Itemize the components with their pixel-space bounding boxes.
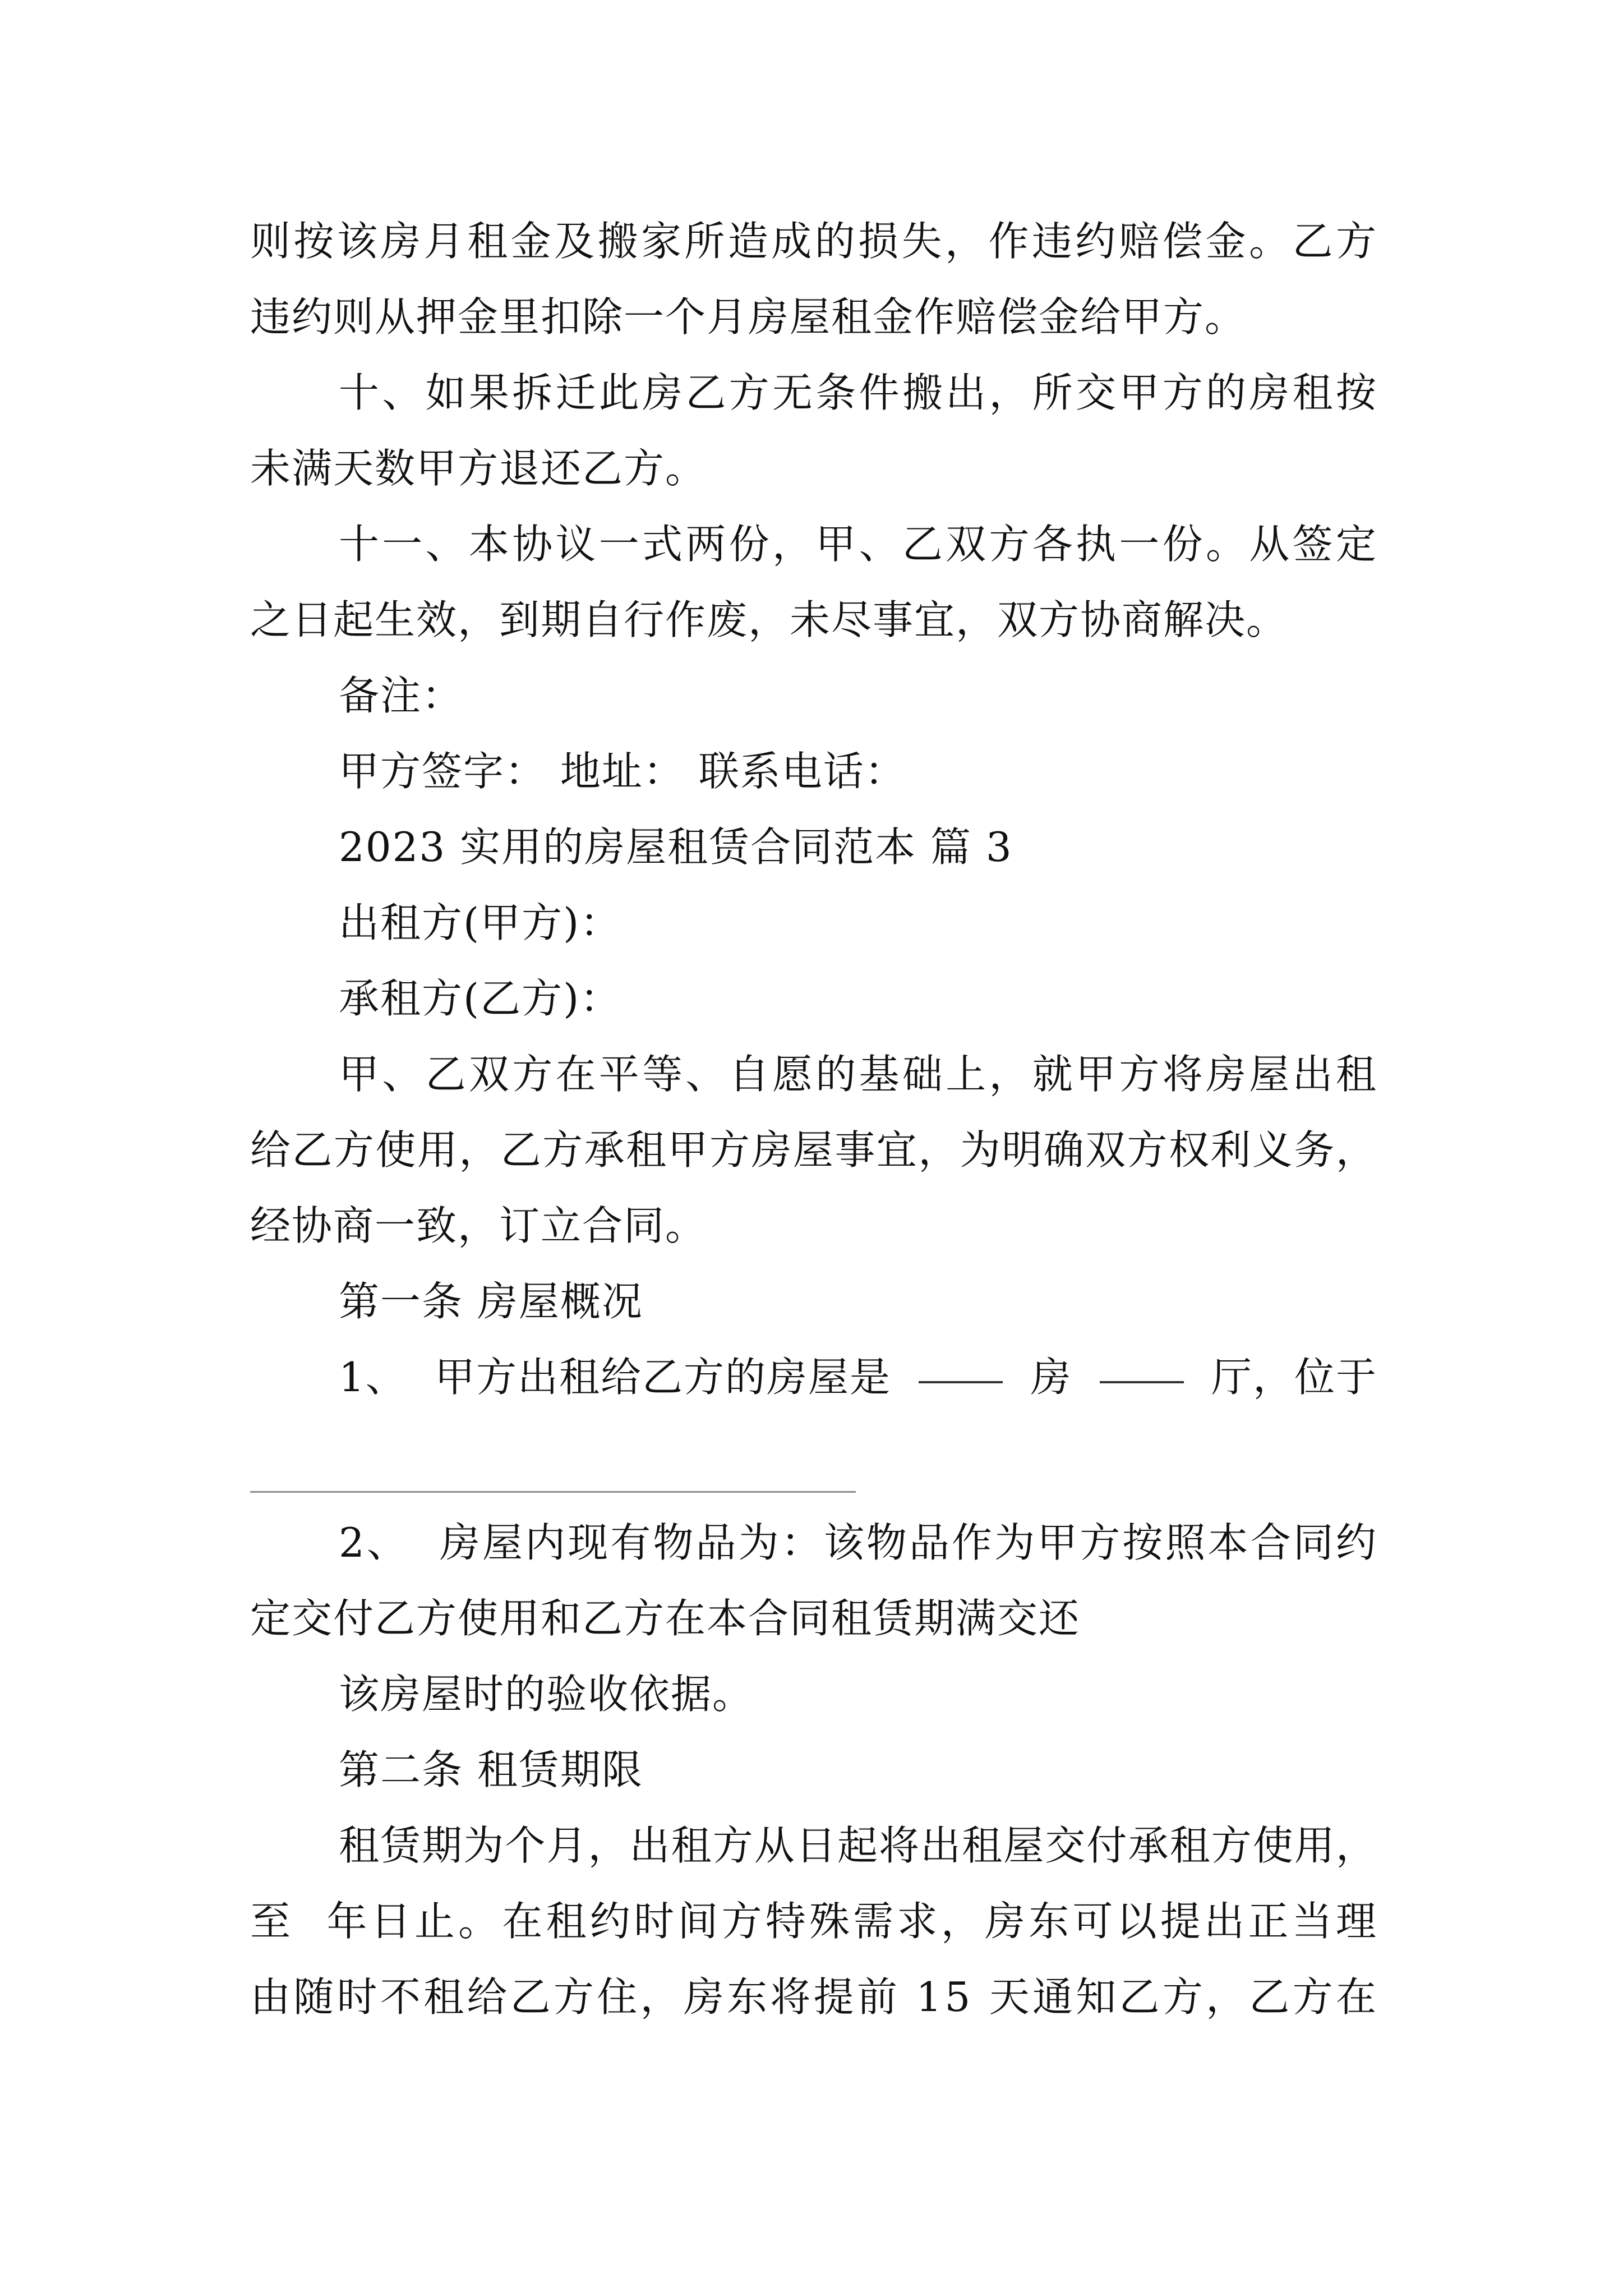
char: 为 bbox=[463, 1822, 505, 1869]
char: 出 bbox=[920, 1822, 962, 1869]
char: 个 bbox=[505, 1822, 547, 1869]
char: 租 bbox=[962, 1822, 1004, 1869]
char: 使 bbox=[375, 1126, 417, 1174]
char: 一 bbox=[382, 521, 424, 568]
char: 乙 bbox=[1119, 1973, 1161, 2021]
char: 租 bbox=[339, 1822, 381, 1869]
preamble-line-2 bbox=[250, 1119, 1377, 1181]
char: 从 bbox=[1249, 521, 1291, 568]
char: 通 bbox=[1032, 1973, 1074, 2021]
char: 无 bbox=[772, 369, 814, 416]
char: 份 bbox=[728, 521, 771, 568]
text-span: 之日起生效，到期自行作废，未尽事宜，双方协商解决。 bbox=[250, 596, 1288, 643]
char: 务 bbox=[1294, 1126, 1336, 1174]
char: 需 bbox=[853, 1898, 895, 1945]
char: 议 bbox=[555, 521, 597, 568]
char: 方 bbox=[1162, 369, 1204, 416]
char: 按 bbox=[1122, 1519, 1164, 1566]
char: 乙 bbox=[1249, 1973, 1291, 2021]
char: 房 bbox=[751, 1126, 793, 1174]
char: 迁 bbox=[555, 369, 597, 416]
char: 理 bbox=[1335, 1898, 1377, 1945]
char: 利 bbox=[1210, 1126, 1252, 1174]
char: 偿 bbox=[1162, 218, 1204, 265]
lessor-line bbox=[339, 892, 1377, 954]
char: 将 bbox=[770, 1973, 812, 2021]
char: 按 bbox=[293, 218, 335, 265]
char: 屋 bbox=[1249, 1051, 1291, 1098]
section-heading bbox=[339, 816, 1377, 878]
char: 年 bbox=[326, 1898, 368, 1945]
char: 。 bbox=[1249, 218, 1291, 265]
char: 、 bbox=[425, 521, 467, 568]
char: 平 bbox=[598, 1051, 640, 1098]
text-span: 承租方(乙方)： bbox=[339, 975, 622, 1022]
text-line-1 bbox=[250, 210, 1377, 272]
blank-field bbox=[919, 1346, 1003, 1383]
item-text: 房 bbox=[1030, 1354, 1072, 1401]
char: 乙 bbox=[1292, 218, 1334, 265]
char: 租 bbox=[1335, 1051, 1377, 1098]
char: 约 bbox=[1075, 218, 1117, 265]
char: 、 bbox=[859, 521, 901, 568]
clause-10-line-2 bbox=[250, 438, 1377, 499]
article-1-item-2-line-3 bbox=[339, 1663, 1377, 1725]
char: 交 bbox=[1076, 369, 1118, 416]
char: 础 bbox=[902, 1051, 944, 1098]
text-span: 定交付乙方使用和乙方在本合同租赁期满交还 bbox=[250, 1595, 1081, 1642]
char: 付 bbox=[1086, 1822, 1128, 1869]
char: 就 bbox=[1032, 1051, 1074, 1098]
char: ， bbox=[459, 1126, 501, 1174]
char: ， bbox=[945, 218, 987, 265]
text-span: 违约则从押金里扣除一个月房屋租金作赔偿金给甲方。 bbox=[250, 293, 1247, 341]
char: 起 bbox=[837, 1822, 879, 1869]
preamble-line-3 bbox=[250, 1195, 1377, 1257]
char: 从 bbox=[754, 1822, 796, 1869]
lessee-line bbox=[339, 968, 1377, 1029]
item-text: 甲方出租给乙方的房屋是 bbox=[435, 1354, 892, 1401]
char: 日 bbox=[795, 1822, 837, 1869]
char: 5 bbox=[944, 1973, 972, 2021]
char: 求 bbox=[897, 1898, 939, 1945]
char: 月 bbox=[546, 1822, 588, 1869]
char: 知 bbox=[1076, 1973, 1118, 2021]
char: 方 bbox=[1211, 1822, 1253, 1869]
article-2-line-2 bbox=[250, 1890, 1377, 1952]
char: 作 bbox=[988, 218, 1030, 265]
article-2-line-3 bbox=[250, 1966, 1377, 2028]
char: 乙 bbox=[685, 369, 727, 416]
char bbox=[294, 1890, 308, 1952]
char: 乙 bbox=[292, 1126, 334, 1174]
text-span: 甲方签字： 地址： 联系电话： bbox=[339, 748, 906, 795]
text-span: 出租方(甲方)： bbox=[339, 899, 622, 946]
char: 止 bbox=[414, 1898, 456, 1945]
char: 房 bbox=[439, 1519, 481, 1566]
char: 将 bbox=[879, 1822, 921, 1869]
char: 定 bbox=[1335, 521, 1377, 568]
char: 承 bbox=[1128, 1822, 1170, 1869]
char: 月 bbox=[423, 218, 465, 265]
char: 特 bbox=[765, 1898, 807, 1945]
char: 间 bbox=[677, 1898, 720, 1945]
char bbox=[974, 1966, 988, 2028]
char: 房 bbox=[1249, 369, 1291, 416]
char: 房 bbox=[683, 1973, 725, 2021]
char: 内 bbox=[525, 1519, 567, 1566]
char: 房 bbox=[642, 369, 684, 416]
char bbox=[409, 1512, 423, 1573]
char: 方 bbox=[333, 1126, 375, 1174]
char: 的 bbox=[1205, 369, 1247, 416]
char: 出 bbox=[1292, 1051, 1334, 1098]
char: 约 bbox=[589, 1898, 631, 1945]
char: 造 bbox=[727, 218, 769, 265]
char: 执 bbox=[1076, 521, 1118, 568]
char: 提 bbox=[1160, 1898, 1202, 1945]
char: 上 bbox=[946, 1051, 988, 1098]
char: 、 bbox=[382, 369, 424, 416]
char: 给 bbox=[250, 1126, 292, 1174]
char: 期 bbox=[422, 1822, 464, 1869]
char: 照 bbox=[1165, 1519, 1207, 1566]
article-1-item-1 bbox=[339, 1346, 1377, 1408]
char: 一 bbox=[598, 521, 640, 568]
char: 损 bbox=[858, 218, 900, 265]
char: 使 bbox=[1252, 1822, 1294, 1869]
char: 方 bbox=[1119, 1051, 1161, 1098]
char: 双 bbox=[946, 521, 988, 568]
article-2-heading bbox=[339, 1739, 1377, 1801]
char: 的 bbox=[815, 1051, 857, 1098]
char: 则 bbox=[250, 218, 292, 265]
char: 本 bbox=[468, 521, 510, 568]
char: 协 bbox=[512, 521, 554, 568]
char: 双 bbox=[468, 1051, 510, 1098]
char: 搬 bbox=[597, 218, 639, 265]
char: 以 bbox=[1116, 1898, 1158, 1945]
char: 方 bbox=[989, 521, 1031, 568]
char: 搬 bbox=[902, 369, 944, 416]
char: 宜 bbox=[876, 1126, 918, 1174]
char: 殊 bbox=[809, 1898, 851, 1945]
char: 租 bbox=[1292, 369, 1334, 416]
char: 式 bbox=[642, 521, 684, 568]
article-1-heading bbox=[339, 1271, 1377, 1332]
item-text: 厅，位于 bbox=[1211, 1354, 1377, 1401]
char: 方 bbox=[553, 1973, 595, 2021]
char: 十 bbox=[339, 521, 381, 568]
char: 件 bbox=[859, 369, 901, 416]
char: 金 bbox=[1205, 218, 1247, 265]
char: 方 bbox=[721, 1898, 763, 1945]
char bbox=[900, 1966, 914, 2028]
char: 时 bbox=[336, 1973, 379, 2021]
char: 前 bbox=[856, 1973, 898, 2021]
char: 房 bbox=[1205, 1051, 1247, 1098]
char: 甲 bbox=[339, 1051, 381, 1098]
char: 果 bbox=[468, 369, 510, 416]
char: 可 bbox=[1072, 1898, 1114, 1945]
char: 乙 bbox=[500, 1126, 542, 1174]
char: 屋 bbox=[482, 1519, 524, 1566]
char: 有 bbox=[610, 1519, 652, 1566]
char: 出 bbox=[1204, 1898, 1246, 1945]
char: 由 bbox=[250, 1973, 292, 2021]
char: 方 bbox=[1292, 1973, 1334, 2021]
clause-11-line-1 bbox=[339, 513, 1377, 575]
char: 方 bbox=[709, 1126, 751, 1174]
char: 住 bbox=[597, 1973, 639, 2021]
char: 租 bbox=[467, 218, 509, 265]
char: 承 bbox=[584, 1126, 626, 1174]
char: 及 bbox=[554, 218, 596, 265]
char: 物 bbox=[866, 1519, 908, 1566]
text-span: 2023 实用的房屋租赁合同范本 篇 3 bbox=[339, 823, 1013, 871]
char: 的 bbox=[814, 218, 856, 265]
char: 随 bbox=[293, 1973, 335, 2021]
char: 等 bbox=[642, 1051, 684, 1098]
preamble-line-1 bbox=[339, 1043, 1377, 1105]
char: 租 bbox=[546, 1898, 588, 1945]
char: 在 bbox=[1335, 1973, 1377, 2021]
char: 天 bbox=[989, 1973, 1031, 2021]
char: 权 bbox=[1168, 1126, 1210, 1174]
char: 明 bbox=[1002, 1126, 1044, 1174]
char: ， bbox=[989, 1051, 1031, 1098]
char: 方 bbox=[728, 369, 771, 416]
char: 一 bbox=[1119, 521, 1161, 568]
char: ， bbox=[918, 1126, 960, 1174]
char: 在 bbox=[502, 1898, 544, 1945]
char: ， bbox=[940, 1898, 983, 1945]
char: 乙 bbox=[902, 521, 944, 568]
char: 确 bbox=[1043, 1126, 1085, 1174]
char: 两 bbox=[685, 521, 727, 568]
address-blank-line bbox=[250, 1491, 856, 1493]
text-span: 经协商一致，订立合同。 bbox=[250, 1202, 707, 1249]
char: 赔 bbox=[1118, 218, 1160, 265]
char: 、 bbox=[685, 1051, 727, 1098]
char: 该 bbox=[336, 218, 379, 265]
item-number: 1、 bbox=[339, 1354, 407, 1401]
char: 房 bbox=[984, 1898, 1026, 1945]
char: 租 bbox=[671, 1822, 713, 1869]
char: 愿 bbox=[772, 1051, 814, 1098]
char: 。 bbox=[1205, 521, 1247, 568]
char: 用 bbox=[1294, 1822, 1336, 1869]
char: 按 bbox=[1335, 369, 1377, 416]
char: 作 bbox=[952, 1519, 994, 1566]
char: 正 bbox=[1248, 1898, 1290, 1945]
text-span: 第一条 房屋概况 bbox=[339, 1278, 643, 1325]
text-span: 该房屋时的验收依据。 bbox=[339, 1671, 754, 1718]
remarks-label bbox=[339, 665, 1377, 726]
char: 义 bbox=[1252, 1126, 1294, 1174]
article-1-item-2-line-2 bbox=[250, 1588, 1377, 1649]
char: 方 bbox=[1162, 1973, 1204, 2021]
char: ， bbox=[989, 369, 1031, 416]
char: 此 bbox=[598, 369, 640, 416]
char: 成 bbox=[771, 218, 813, 265]
char: 如 bbox=[425, 369, 467, 416]
char: 方 bbox=[1127, 1126, 1169, 1174]
article-2-line-1 bbox=[339, 1815, 1377, 1876]
char: 条 bbox=[815, 369, 857, 416]
char: 甲 bbox=[815, 521, 857, 568]
char: 约 bbox=[1335, 1519, 1377, 1566]
text-span: 未满天数甲方退还乙方。 bbox=[250, 445, 707, 492]
text-span: 第二条 租赁期限 bbox=[339, 1746, 643, 1793]
char: 所 bbox=[1032, 369, 1074, 416]
char: 为 bbox=[738, 1519, 780, 1566]
char: 各 bbox=[1032, 521, 1074, 568]
char bbox=[310, 1890, 324, 1952]
char: 该 bbox=[823, 1519, 865, 1566]
char: 交 bbox=[1045, 1822, 1087, 1869]
char: ， bbox=[588, 1822, 630, 1869]
char: 基 bbox=[859, 1051, 901, 1098]
char: 品 bbox=[909, 1519, 951, 1566]
article-1-item-2-line-1 bbox=[339, 1512, 1377, 1573]
char: 所 bbox=[684, 218, 726, 265]
char: 赁 bbox=[380, 1822, 422, 1869]
char: 失 bbox=[901, 218, 943, 265]
char: 出 bbox=[946, 369, 988, 416]
char: 甲 bbox=[1037, 1519, 1079, 1566]
char: 租 bbox=[626, 1126, 668, 1174]
char: 在 bbox=[555, 1051, 597, 1098]
char: 金 bbox=[510, 218, 552, 265]
char: 甲 bbox=[1119, 369, 1161, 416]
char: 将 bbox=[1162, 1051, 1204, 1098]
char: ， bbox=[1206, 1973, 1248, 2021]
char: 房 bbox=[380, 218, 422, 265]
char: 提 bbox=[813, 1973, 855, 2021]
char: 方 bbox=[512, 1051, 554, 1098]
char: ： bbox=[781, 1519, 823, 1566]
char: 合 bbox=[1250, 1519, 1292, 1566]
clause-10-line-1 bbox=[339, 362, 1377, 424]
char: 乙 bbox=[510, 1973, 552, 2021]
char: 签 bbox=[1292, 521, 1334, 568]
char: 违 bbox=[1031, 218, 1073, 265]
char: 事 bbox=[834, 1126, 877, 1174]
char: ， bbox=[640, 1973, 682, 2021]
char: 双 bbox=[1085, 1126, 1127, 1174]
char: 物 bbox=[653, 1519, 695, 1566]
text-span: 备注： bbox=[339, 672, 464, 719]
char: 本 bbox=[1207, 1519, 1249, 1566]
char: 租 bbox=[1169, 1822, 1211, 1869]
text-line-2 bbox=[250, 286, 1377, 348]
char: 1 bbox=[916, 1973, 943, 2021]
char: 不 bbox=[380, 1973, 422, 2021]
char: 十 bbox=[339, 369, 381, 416]
char: 用 bbox=[417, 1126, 459, 1174]
char: ， bbox=[772, 521, 814, 568]
char: 方 bbox=[1080, 1519, 1122, 1566]
char: 方 bbox=[712, 1822, 754, 1869]
char: 现 bbox=[568, 1519, 610, 1566]
signature-line bbox=[339, 740, 1377, 802]
char: 乙 bbox=[425, 1051, 467, 1098]
char: 甲 bbox=[1076, 1051, 1118, 1098]
char: 租 bbox=[423, 1973, 465, 2021]
char: 拆 bbox=[512, 369, 554, 416]
char: ， bbox=[1335, 1822, 1377, 1869]
char: 为 bbox=[960, 1126, 1002, 1174]
char: 日 bbox=[370, 1898, 412, 1945]
char: 为 bbox=[994, 1519, 1036, 1566]
char: 东 bbox=[727, 1973, 769, 2021]
char: 东 bbox=[1029, 1898, 1071, 1945]
char: 、 bbox=[366, 1519, 408, 1566]
char: 、 bbox=[382, 1051, 424, 1098]
char: 给 bbox=[467, 1973, 509, 2021]
char: 家 bbox=[640, 218, 683, 265]
clause-11-line-2 bbox=[250, 589, 1377, 651]
char: ， bbox=[1335, 1126, 1377, 1174]
char: 甲 bbox=[667, 1126, 709, 1174]
char: 屋 bbox=[1003, 1822, 1045, 1869]
char: 方 bbox=[542, 1126, 584, 1174]
char: 2 bbox=[339, 1519, 366, 1566]
char: 当 bbox=[1292, 1898, 1334, 1945]
char: 同 bbox=[1293, 1519, 1335, 1566]
char: 屋 bbox=[792, 1126, 834, 1174]
char: 时 bbox=[634, 1898, 676, 1945]
char bbox=[425, 1512, 439, 1573]
char: 方 bbox=[1335, 218, 1377, 265]
char: 品 bbox=[695, 1519, 737, 1566]
char: 至 bbox=[250, 1898, 292, 1945]
char: 自 bbox=[728, 1051, 771, 1098]
char: 。 bbox=[458, 1898, 500, 1945]
char: 出 bbox=[629, 1822, 671, 1869]
char: 份 bbox=[1162, 521, 1204, 568]
blank-field bbox=[1100, 1346, 1184, 1383]
